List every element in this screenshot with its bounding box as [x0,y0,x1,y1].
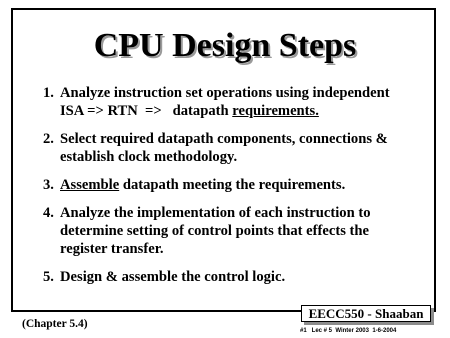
step-text-underlined: Assemble [60,177,120,193]
step-text: ISA => RTN => datapath [60,103,233,119]
step-text: Design & assemble the control logic. [60,269,286,285]
step-text: Analyze the implementation of each instruction to [60,205,371,221]
steps-list [43,84,433,296]
step-number: 5. [43,269,54,285]
step-text: datapath meeting the requirements. [119,177,346,193]
step-text: determine setting of control points that effects the [60,223,369,239]
course-badge: EECC550 - Shaaban [301,305,431,322]
step-3 [43,176,433,194]
chapter-reference: (Chapter 5.4) [22,318,88,330]
step-1 [43,84,433,120]
step-text-underlined: requirements. [232,103,319,119]
step-text: register transfer. [60,241,164,257]
step-text: Select required datapath components, connections & [60,131,388,147]
step-2 [43,130,433,166]
step-number: 2. [43,131,54,147]
step-5 [43,268,433,286]
slide-footer: #1 Lec # 5 Winter 2003 1-6-2004 [300,328,397,334]
slide-title: CPU Design Steps [93,27,357,64]
step-number: 3. [43,177,54,193]
step-4 [43,204,433,258]
step-number: 4. [43,205,54,221]
step-text: Analyze instruction set operations using independent [60,85,390,101]
step-text: establish clock methodology. [60,149,238,165]
step-number: 1. [43,85,54,101]
